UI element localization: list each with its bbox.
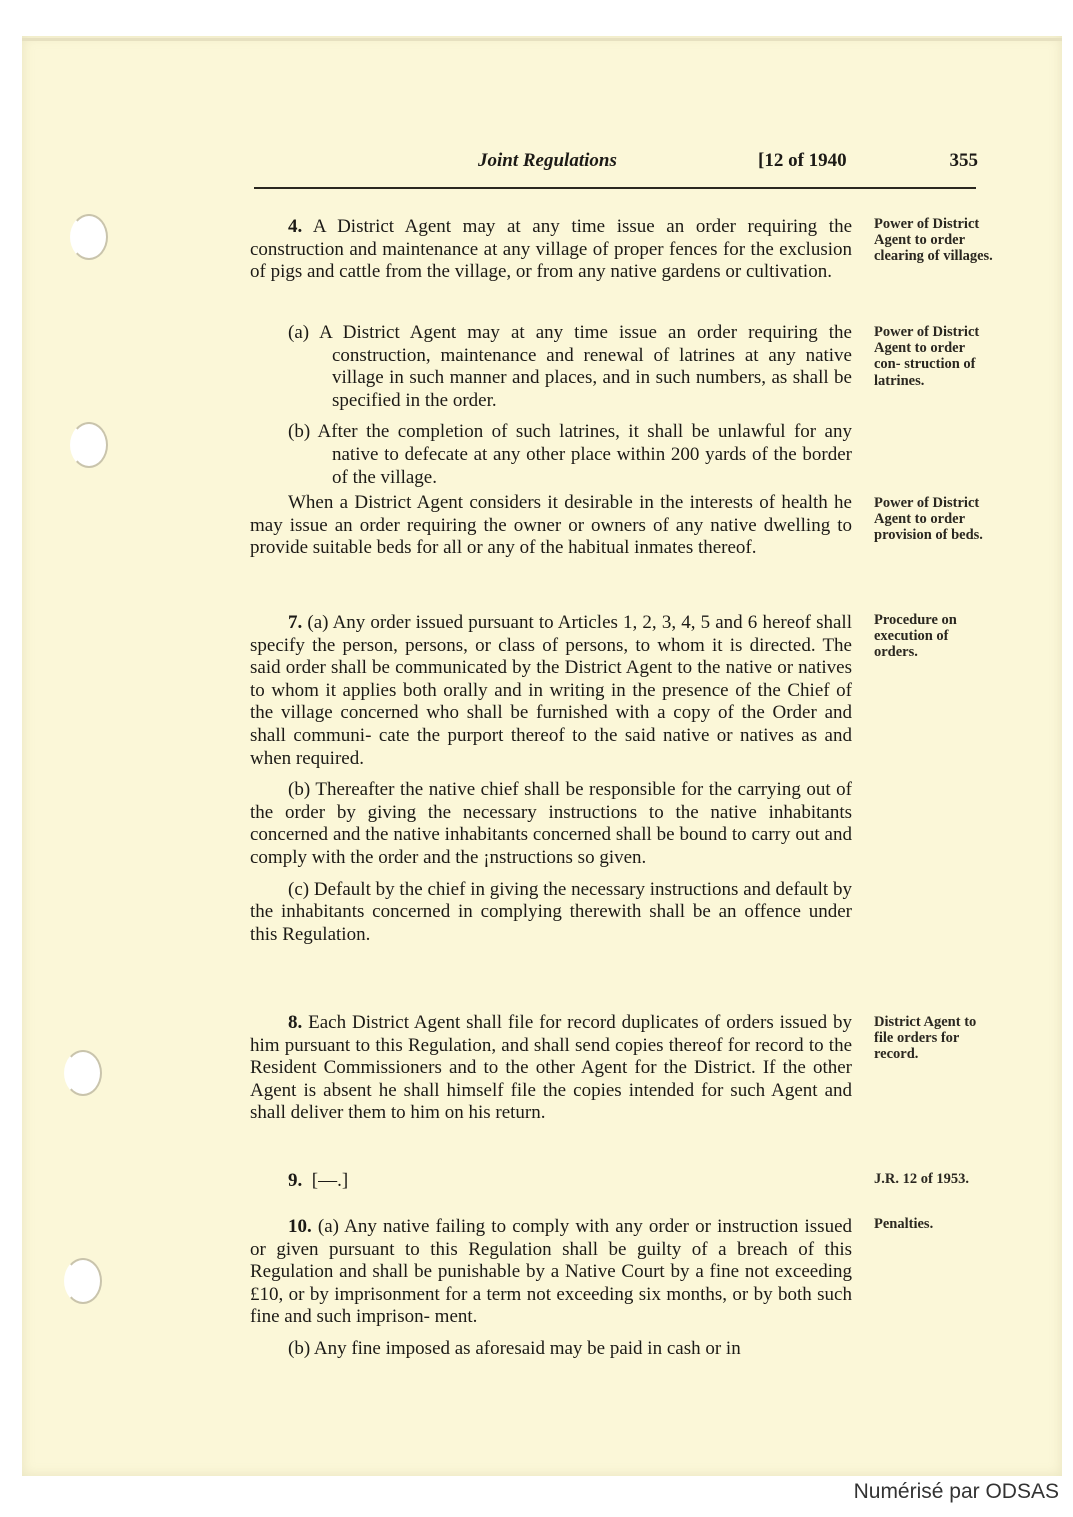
clause-text: (c) Default by the chief in giving the necessary instructions and default by the inhabitants concerned in complying therewith shall be an offence under this Regulation. bbox=[250, 878, 852, 945]
section-9 bbox=[250, 1170, 852, 1193]
running-title: Joint Regulations bbox=[478, 150, 617, 171]
section-number: 9. bbox=[288, 1170, 303, 1191]
section-number: 10. bbox=[288, 1216, 312, 1237]
section-number: 7. bbox=[288, 612, 303, 633]
margin-note-s5: Power of District Agent to order con- struction of latrines. bbox=[874, 324, 980, 389]
clause-text: (b) Any fine imposed as aforesaid may be paid in cash or in bbox=[288, 1337, 741, 1359]
clause-text: (b) Thereafter the native chief shall be responsible for the carrying out of the order by giving the necessary instructions to the native inhabitants concerned and the native inhabitants concerned shall be bound to carry out and comply with the order and the ¡nstructions so given. bbox=[250, 779, 852, 868]
margin-note-s9: J.R. 12 of 1953. bbox=[874, 1171, 970, 1187]
clause-text: After the completion of such latrines, it shall be unlawful for any native to defecate at any other place within 200 yards of the border of the village. bbox=[317, 421, 852, 488]
section-6 bbox=[250, 492, 852, 560]
page-top-edge bbox=[22, 38, 1062, 41]
section-8 bbox=[250, 1012, 852, 1125]
section-text: [—.] bbox=[311, 1170, 349, 1191]
section-text: Each District Agent shall file for record duplicates of orders issued by him pursuant to this Regulation, and shall send copies thereof for record to the Resident Commissioners and to the other Agent for the District. If the other Agent is absent he shall himself file the copies intended for such Agent and shall deliver them to him on his return. bbox=[250, 1012, 852, 1124]
section-text: When a District Agent considers it desirable in the interests of health he may issue an order requiring the owner or owners of any native dwelling to provide suitable beds for all or any of the habitual inmates thereof. bbox=[250, 492, 852, 559]
clause-text: A District Agent may at any time issue an order requiring the construction, maintenance and renewal of latrines at any native village in such manner and places, and in such numbers, as shall be specified in the order. bbox=[319, 322, 852, 411]
margin-note-s6: Power of District Agent to order provision of beds. bbox=[874, 495, 983, 544]
margin-note-s8: District Agent to file orders for record. bbox=[874, 1014, 977, 1063]
binder-hole-4 bbox=[64, 1258, 102, 1304]
section-7 bbox=[250, 612, 852, 946]
binder-hole-1 bbox=[70, 214, 108, 260]
header-rule bbox=[254, 187, 976, 189]
section-number: 8. bbox=[288, 1012, 303, 1033]
clause-label: (a) bbox=[288, 322, 310, 343]
margin-note-s4: Power of District Agent to order clearing of villages. bbox=[874, 216, 993, 265]
page-number: 355 bbox=[949, 150, 978, 171]
clause-label: (b) bbox=[288, 421, 311, 443]
clause-text: (a) Any native failing to comply with any order or instruction issued or given pursuant to this Regulation shall be guilty of a breach of this Regulation and shall be punishable by a Native Court by a fine not exceeding £10, or by imprisonment for a term not exceeding six months, or by both such fine and such imprison- ment. bbox=[250, 1216, 852, 1328]
binder-hole-2 bbox=[70, 422, 108, 468]
section-4 bbox=[250, 216, 852, 284]
section-10 bbox=[250, 1216, 852, 1361]
section-5 bbox=[250, 322, 852, 498]
binder-hole-3 bbox=[64, 1050, 102, 1096]
section-text: A District Agent may at any time issue an order requiring the construction and maintenance at any village of proper fences for the exclusion of pigs and cattle from the village, or from any native gardens or cultivation. bbox=[250, 216, 852, 283]
margin-note-s7: Procedure on execution of orders. bbox=[874, 612, 957, 661]
section-number: 4. bbox=[288, 216, 303, 237]
margin-note-s10: Penalties. bbox=[874, 1216, 934, 1232]
clause-text: (a) Any order issued pursuant to Articles 1, 2, 3, 4, 5 and 6 hereof shall specify the person, persons, or class of persons, to whom it is directed. The said order shall be communicated by the District Agent to the native or natives to whom it applies both orally and in writing in the presence of the Chief of the village concerned who shall be furnished with a copy of the Order and shall communi- cate the purport thereof to the said native or natives as and when required. bbox=[250, 612, 852, 769]
digitization-credit: Numérisé par ODSAS bbox=[853, 1480, 1059, 1503]
regulation-reference: [12 of 1940 bbox=[758, 150, 847, 171]
running-header bbox=[254, 150, 978, 174]
